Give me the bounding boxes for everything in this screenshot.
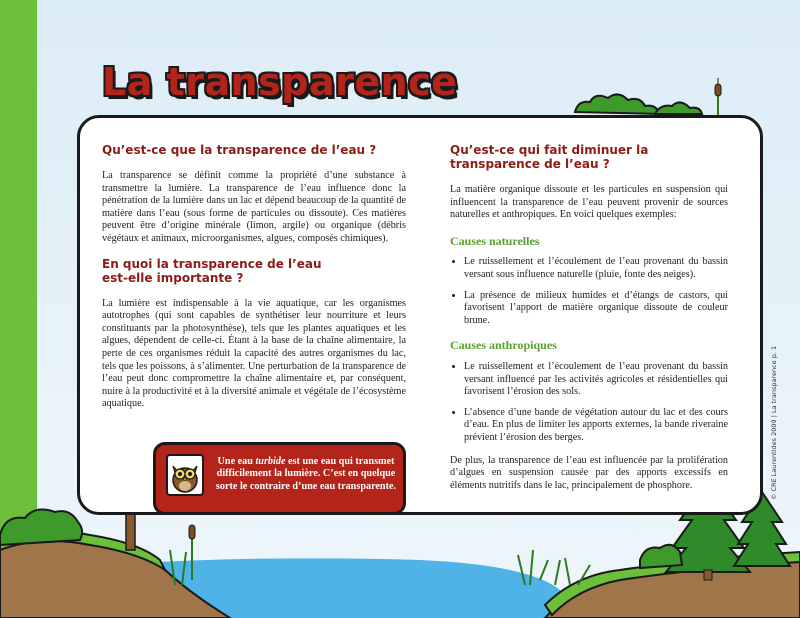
paragraph-intro: La matière organique dissoute et les particules en suspension qui influencent la transparence de l’eau peuvent provenir de sources naturelles et anthropiques. En voici quelques exemples: [450,184,728,221]
heading-line: est-elle importante ? [102,270,244,285]
bush-icon [575,94,702,114]
heading-anthropic-causes: Causes anthropiques [450,338,557,353]
list-item: • L’absence d’une bande de végétation autour du lac et des cours d’eau. En plus de limiter les apports externes, la bande riveraine prévient l’érosion des berges. [464,407,728,445]
owl-icon [166,454,204,496]
callout-text [210,456,402,493]
list-item: • Le ruissellement et l’écoulement de l’eau provenant du bassin versant influencé par les activités agricoles et résidentielles qui favorisent l’érosion des sols. [464,361,728,399]
copyright-footer: © CRE Laurentides 2009 | La transparence p. 1 [770,345,778,500]
callout-text-after: est une eau qui transmet difficilement la lumière. C’est en quelque sorte le contraire d’une eau transparente. [215,456,397,492]
paragraph-closing: De plus, la transparence de l’eau est influencée par la prolifération d’algues en suspension causée par des apports excessifs en éléments nutritifs dans le lac, principalement de phosphore. [450,454,728,491]
heading-what-reduces [450,143,728,171]
right-column [450,143,728,492]
paragraph-definition: La transparence se définit comme la propriété d’une substance à transmettre la lumière. La transparence de l’eau influence donc la pénétration de la lumière dans un lac et dépend beaucoup de la quantité de matière dans l’eau (sous forme de particules ou dissoute). Ces matières peuvent être d’origine minérale (limon, argile) ou organique (débris végétaux et animaux, microorganismes, algues, composés chimiques). [102,170,406,244]
bush-icon [0,510,82,545]
bush-icon [640,545,682,568]
cattail-icon [170,525,195,585]
heading-line: transparence de l’eau ? [450,157,610,171]
list-item: • Le ruissellement et l’écoulement de l’eau provenant du bassin versant sous influence naturelle (pluie, fonte des neiges). [464,256,728,281]
anthropic-causes-list [450,361,728,445]
heading-line: En quoi la transparence de l’eau [102,256,322,271]
heading-why-important [102,257,406,285]
heading-natural-causes: Causes naturelles [450,233,540,248]
list-item: • La présence de milieux humides et d’étangs de castors, qui favorisent l’apport de matière organique dissoute de couleur brune. [464,290,728,328]
cattail-icon [715,78,721,116]
callout-emphasis: turbide [255,456,286,467]
natural-causes-list [450,256,728,327]
page-title: La transparence [102,60,458,104]
callout-text-before: Une eau [217,456,256,467]
heading-what-is-transparency: Qu’est-ce que la transparence de l’eau ? [102,143,377,157]
heading-line: Qu’est-ce qui fait diminuer la [450,143,649,157]
left-column [102,143,406,411]
paragraph-importance: La lumière est indispensable à la vie aquatique, car les organismes autotrophes (qui sont capables de synthétiser leur nourriture et leurs constituants par la photosynthèse), tels que les plantes aquatiques et les algues, dépendent de celle-ci. Étant à la base de la chaîne alimentaire, la perte de ces organismes réduit la capacité des autres organismes du lac, tels que les poissons, à s’alimenter. Une perturbation de la transparence de l’eau peut donc compromettre la chaîne alimentaire et, par conséquent, nuire à la productivité et à la diversité animale et végétale de l’écosystème aquatique. [102,297,406,410]
